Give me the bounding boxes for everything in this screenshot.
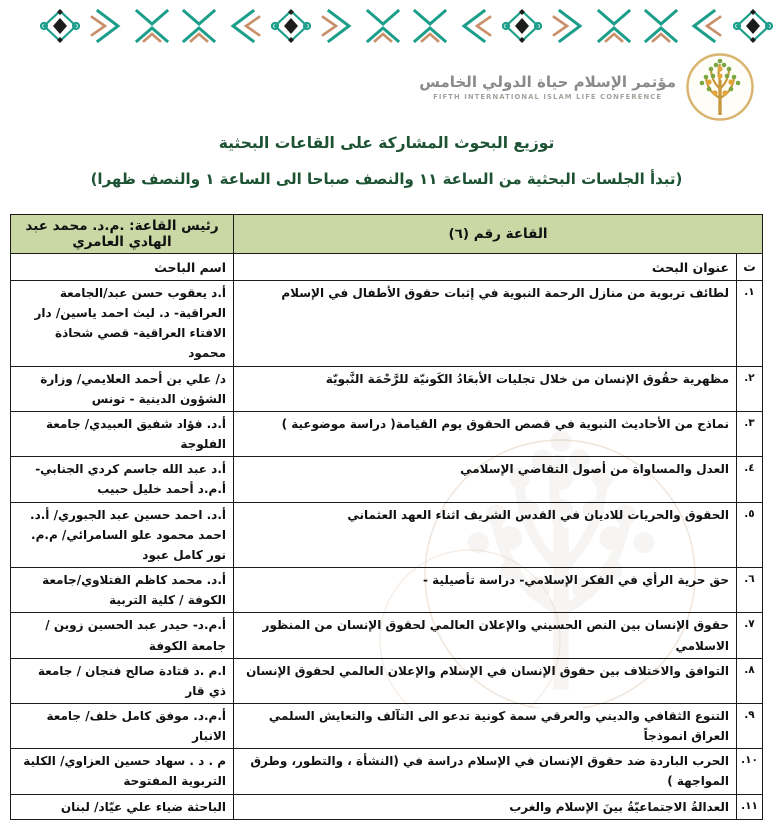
table-row xyxy=(11,794,763,819)
conference-tree-icon xyxy=(685,52,755,122)
table-body xyxy=(11,215,763,820)
ornament-x-icon xyxy=(642,8,680,44)
page-subtitle: (تبدأ الجلسات البحثية من الساعة ١١ والنصف صباحا الى الساعة ١ والنصف ظهرا) xyxy=(90,170,683,188)
row-number: ١١. xyxy=(737,794,763,819)
table-row xyxy=(11,568,763,613)
research-title: الحرب الباردة ضد حقوق الإنسان في الإسلام دراسة في (النشأة ، والتطور، وطرق المواجهة ) xyxy=(234,749,737,794)
table-row xyxy=(11,658,763,703)
research-title: التنوع الثقافي والديني والعرقي سمة كونية تدعو الى التآلف والتعايش السلمي العراق انموذجاً xyxy=(234,703,737,748)
researcher-name: الباحثة ضياء علي عيّاد/ لبنان xyxy=(11,794,234,819)
column-header-researcher-name: اسم الباحث xyxy=(11,254,234,281)
researcher-name: أ.د. احمد حسين عبد الجبوري/ أ.د. احمد محمود علو السامرائي/ م.م. نور كامل عبود xyxy=(11,502,234,567)
row-number: ٦. xyxy=(737,568,763,613)
table-row xyxy=(11,749,763,794)
row-number: ٩. xyxy=(737,703,763,748)
table-row xyxy=(11,411,763,456)
research-distribution-table xyxy=(10,214,763,820)
ornament-medallion-icon xyxy=(271,8,311,44)
row-number: ٧. xyxy=(737,613,763,658)
research-title: العدالةُ الاجتماعيّةُ بينَ الإسلام والغرب xyxy=(234,794,737,819)
table-row xyxy=(11,703,763,748)
conference-logo-text xyxy=(419,73,676,102)
table-header-row xyxy=(11,215,763,254)
row-number: ٤. xyxy=(737,457,763,502)
conference-name-arabic: مؤتمر الإسلام حياة الدولي الخامس xyxy=(419,72,676,91)
research-title: الحقوق والحريات للاديان في القدس الشريف اثناء العهد العثماني xyxy=(234,502,737,567)
row-number: ١٠. xyxy=(737,749,763,794)
researcher-name: م . د . سهاد حسين العزاوي/ الكلية التربوية المفتوحة xyxy=(11,749,234,794)
researcher-name: أ.م.د- حيدر عبد الحسين زوين / جامعة الكوفة xyxy=(11,613,234,658)
row-number: ٨. xyxy=(737,658,763,703)
ornament-chevron-left-icon xyxy=(228,8,262,44)
table-row xyxy=(11,281,763,367)
research-title: لطائف تربوية من منازل الرحمة النبوية في إثبات حقوق الأطفال في الإسلام xyxy=(234,281,737,367)
table-subheader-row xyxy=(11,254,763,281)
table-row xyxy=(11,613,763,658)
research-title: مظهرية حقُوق الإنسان من خلال تجليات الأبعَادُ الكَونيّة للرَّحْمَة النَّبويّة xyxy=(234,366,737,411)
conference-logo xyxy=(419,52,755,122)
research-title: التوافق والاختلاف بين حقوق الإنسان في الإسلام والإعلان العالمي لحقوق الإنسان xyxy=(234,658,737,703)
ornament-medallion-icon xyxy=(733,8,773,44)
decorative-top-border xyxy=(0,6,773,46)
table-row xyxy=(11,457,763,502)
research-title: العدل والمساواة من أصول التقاضي الإسلامي xyxy=(234,457,737,502)
researcher-name: أ.م.د. موفق كامل خلف/ جامعة الانبار xyxy=(11,703,234,748)
ornament-x-icon xyxy=(595,8,633,44)
row-number: ٣. xyxy=(737,411,763,456)
table-row xyxy=(11,366,763,411)
ornament-chevron-left-icon xyxy=(459,8,493,44)
researcher-name: ا.م .د قتادة صالح فنجان / جامعة ذي قار xyxy=(11,658,234,703)
ornament-chevron-right-icon xyxy=(89,8,123,44)
ornament-x-icon xyxy=(411,8,449,44)
column-header-research-title: عنوان البحث xyxy=(234,254,737,281)
ornament-chevron-left-icon xyxy=(689,8,723,44)
research-title: حقوق الإنسان بين النص الحسيني والإعلان العالمي لحقوق الإنسان من المنظور الاسلامي xyxy=(234,613,737,658)
ornament-x-icon xyxy=(180,8,218,44)
ornament-chevron-right-icon xyxy=(320,8,354,44)
researcher-name: د/ علي بن أحمد العلايمي/ وزارة الشؤون الدينية - تونس xyxy=(11,366,234,411)
researcher-name: أ.د. فؤاد شفيق العبيدي/ جامعة الفلوجة xyxy=(11,411,234,456)
column-header-number: ت xyxy=(737,254,763,281)
researcher-name: أ.د. محمد كاظم الفتلاوي/جامعة الكوفة / كلية التربية xyxy=(11,568,234,613)
ornament-medallion-icon xyxy=(502,8,542,44)
ornament-x-icon xyxy=(133,8,171,44)
session-chair-header: رئيس القاعة: .م.د. محمد عبد الهادي العامري xyxy=(11,215,234,254)
ornament-chevron-right-icon xyxy=(551,8,585,44)
researcher-name: أ.د عبد الله جاسم كردي الجنابي- أ.م.د أحمد خليل حبيب xyxy=(11,457,234,502)
conference-name-english: FIFTH INTERNATIONAL ISLAM LIFE CONFERENCE xyxy=(433,93,663,102)
row-number: ١. xyxy=(737,281,763,367)
hall-number-header: القاعة رقم (٦) xyxy=(234,215,763,254)
researcher-name: أ.د يعقوب حسن عبد/الجامعة العراقية- د. ليث احمد ياسين/ دار الافتاء العراقية- قصي شحاذة محمود xyxy=(11,281,234,367)
research-title: حق حرية الرأي في الفكر الإسلامي- دراسة تأصيلية - xyxy=(234,568,737,613)
row-number: ٢. xyxy=(737,366,763,411)
page-title: توزيع البحوث المشاركة على القاعات البحثية xyxy=(218,134,555,152)
ornament-x-icon xyxy=(364,8,402,44)
ornament-medallion-icon xyxy=(40,8,80,44)
research-title: نماذج من الأحاديث النبوية في قصص الحقوق يوم القيامة( دراسة موضوعية ) xyxy=(234,411,737,456)
row-number: ٥. xyxy=(737,502,763,567)
table-row xyxy=(11,502,763,567)
